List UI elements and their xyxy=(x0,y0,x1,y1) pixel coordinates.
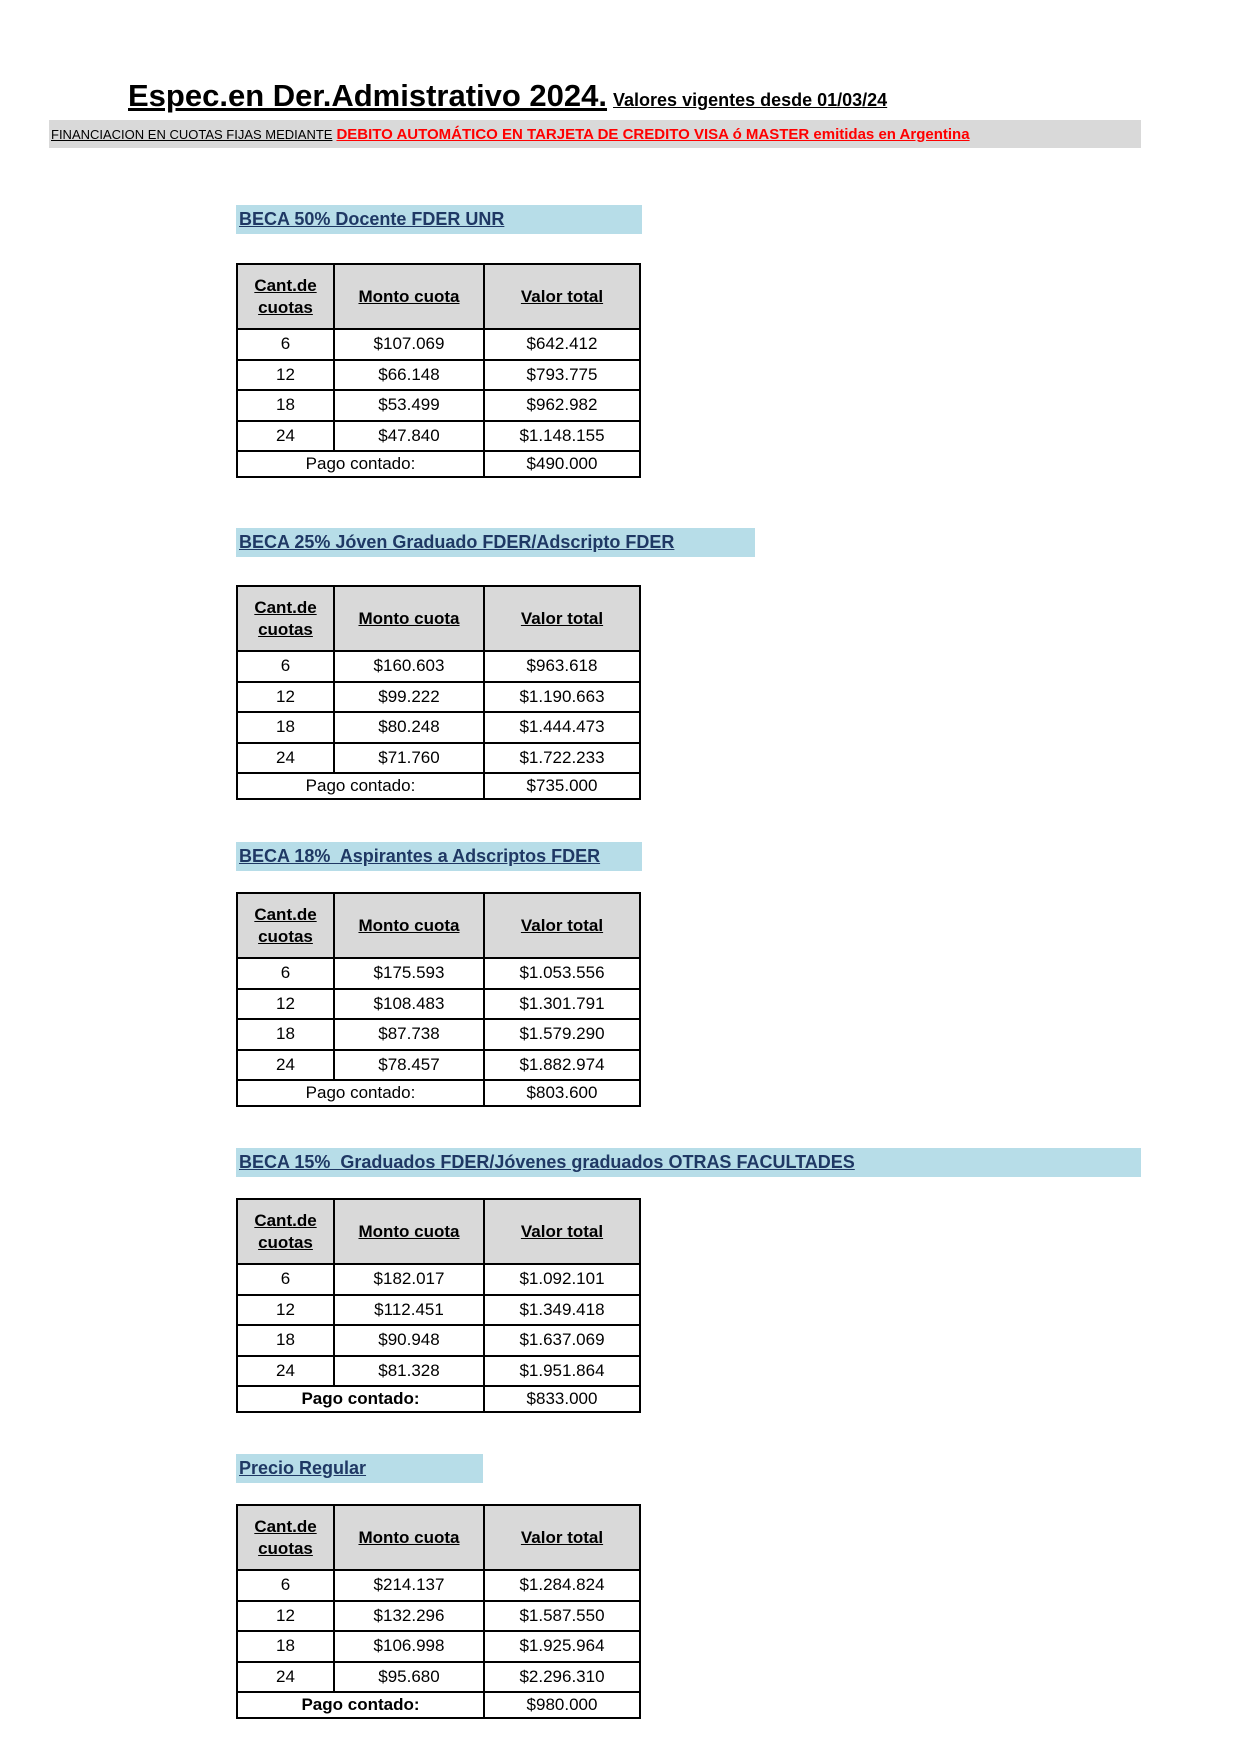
table-row xyxy=(237,1264,640,1295)
total-cell: $1.882.974 xyxy=(484,1050,640,1081)
table-header-row xyxy=(237,586,640,651)
cuotas-cell: 18 xyxy=(237,390,334,421)
fee-table xyxy=(236,263,641,478)
fee-table xyxy=(236,1504,641,1719)
col-header-monto: Monto cuota xyxy=(334,1199,484,1264)
monto-cell: $90.948 xyxy=(334,1325,484,1356)
fee-table xyxy=(236,892,641,1107)
cuotas-cell: 24 xyxy=(237,1356,334,1387)
monto-cell: $66.148 xyxy=(334,360,484,391)
table-row xyxy=(237,421,640,452)
table-row xyxy=(237,1050,640,1081)
total-cell: $1.637.069 xyxy=(484,1325,640,1356)
table-header-row xyxy=(237,893,640,958)
table-row xyxy=(237,958,640,989)
total-cell: $962.982 xyxy=(484,390,640,421)
table-row xyxy=(237,712,640,743)
table-row xyxy=(237,329,640,360)
total-cell: $1.925.964 xyxy=(484,1631,640,1662)
page-subtitle: Valores vigentes desde 01/03/24 xyxy=(613,90,888,110)
table-row xyxy=(237,1631,640,1662)
monto-cell: $214.137 xyxy=(334,1570,484,1601)
cuotas-cell: 18 xyxy=(237,1325,334,1356)
table-row xyxy=(237,1570,640,1601)
contado-label: Pago contado: xyxy=(237,773,484,799)
contado-label: Pago contado: xyxy=(237,1080,484,1106)
total-cell: $1.587.550 xyxy=(484,1601,640,1632)
col-header-valor: Valor total xyxy=(484,893,640,958)
monto-cell: $53.499 xyxy=(334,390,484,421)
total-cell: $793.775 xyxy=(484,360,640,391)
total-cell: $1.053.556 xyxy=(484,958,640,989)
section-title: BECA 25% Jóven Graduado FDER/Adscripto FDER xyxy=(236,528,755,557)
total-cell: $1.148.155 xyxy=(484,421,640,452)
contado-row xyxy=(237,1386,640,1412)
contado-label: Pago contado: xyxy=(237,1386,484,1412)
cuotas-cell: 24 xyxy=(237,1050,334,1081)
monto-cell: $78.457 xyxy=(334,1050,484,1081)
monto-cell: $71.760 xyxy=(334,743,484,774)
total-cell: $963.618 xyxy=(484,651,640,682)
table-row xyxy=(237,360,640,391)
total-cell: $1.951.864 xyxy=(484,1356,640,1387)
monto-cell: $112.451 xyxy=(334,1295,484,1326)
cuotas-cell: 18 xyxy=(237,1631,334,1662)
table-row xyxy=(237,1019,640,1050)
section-title: BECA 18% Aspirantes a Adscriptos FDER xyxy=(236,842,642,871)
monto-cell: $99.222 xyxy=(334,682,484,713)
col-header-cuotas: Cant.de cuotas xyxy=(237,1199,334,1264)
table-header-row xyxy=(237,1505,640,1570)
monto-cell: $175.593 xyxy=(334,958,484,989)
cuotas-cell: 12 xyxy=(237,989,334,1020)
page-header xyxy=(128,78,887,114)
total-cell: $1.092.101 xyxy=(484,1264,640,1295)
fee-table xyxy=(236,585,641,800)
monto-cell: $80.248 xyxy=(334,712,484,743)
monto-cell: $182.017 xyxy=(334,1264,484,1295)
total-cell: $642.412 xyxy=(484,329,640,360)
table-header-row xyxy=(237,264,640,329)
section-title: BECA 50% Docente FDER UNR xyxy=(236,205,642,234)
page-title: Espec.en Der.Admistrativo 2024. xyxy=(128,78,608,113)
cuotas-cell: 18 xyxy=(237,1019,334,1050)
table-row xyxy=(237,1295,640,1326)
cuotas-cell: 6 xyxy=(237,1264,334,1295)
col-header-cuotas: Cant.de cuotas xyxy=(237,264,334,329)
section-title: BECA 15% Graduados FDER/Jóvenes graduados OTRAS FACULTADES xyxy=(236,1148,1141,1177)
col-header-cuotas: Cant.de cuotas xyxy=(237,893,334,958)
table-row xyxy=(237,1325,640,1356)
col-header-cuotas: Cant.de cuotas xyxy=(237,586,334,651)
col-header-monto: Monto cuota xyxy=(334,264,484,329)
table-row xyxy=(237,390,640,421)
col-header-valor: Valor total xyxy=(484,1505,640,1570)
cuotas-cell: 24 xyxy=(237,1662,334,1693)
contado-label: Pago contado: xyxy=(237,451,484,477)
col-header-valor: Valor total xyxy=(484,264,640,329)
cuotas-cell: 12 xyxy=(237,682,334,713)
monto-cell: $132.296 xyxy=(334,1601,484,1632)
cuotas-cell: 6 xyxy=(237,958,334,989)
cuotas-cell: 6 xyxy=(237,1570,334,1601)
col-header-monto: Monto cuota xyxy=(334,1505,484,1570)
section-title: Precio Regular xyxy=(236,1454,483,1483)
col-header-cuotas: Cant.de cuotas xyxy=(237,1505,334,1570)
cuotas-cell: 12 xyxy=(237,1295,334,1326)
contado-row xyxy=(237,1692,640,1718)
table-row xyxy=(237,989,640,1020)
contado-row xyxy=(237,1080,640,1106)
financing-banner xyxy=(49,120,1141,148)
col-header-valor: Valor total xyxy=(484,586,640,651)
total-cell: $1.444.473 xyxy=(484,712,640,743)
financing-highlight: DEBITO AUTOMÁTICO EN TARJETA DE CREDITO VISA ó MASTER emitidas en Argentina xyxy=(336,125,970,143)
cuotas-cell: 12 xyxy=(237,360,334,391)
col-header-monto: Monto cuota xyxy=(334,586,484,651)
table-row xyxy=(237,651,640,682)
monto-cell: $107.069 xyxy=(334,329,484,360)
financing-prefix: FINANCIACION EN CUOTAS FIJAS MEDIANTE xyxy=(51,126,333,142)
table-row xyxy=(237,1356,640,1387)
contado-value: $833.000 xyxy=(484,1386,640,1412)
cuotas-cell: 18 xyxy=(237,712,334,743)
cuotas-cell: 24 xyxy=(237,743,334,774)
contado-value: $735.000 xyxy=(484,773,640,799)
total-cell: $1.349.418 xyxy=(484,1295,640,1326)
total-cell: $1.579.290 xyxy=(484,1019,640,1050)
table-row xyxy=(237,682,640,713)
monto-cell: $95.680 xyxy=(334,1662,484,1693)
contado-row xyxy=(237,451,640,477)
total-cell: $1.190.663 xyxy=(484,682,640,713)
contado-value: $980.000 xyxy=(484,1692,640,1718)
cuotas-cell: 6 xyxy=(237,329,334,360)
total-cell: $1.301.791 xyxy=(484,989,640,1020)
table-row xyxy=(237,1662,640,1693)
total-cell: $1.722.233 xyxy=(484,743,640,774)
total-cell: $2.296.310 xyxy=(484,1662,640,1693)
cuotas-cell: 24 xyxy=(237,421,334,452)
monto-cell: $47.840 xyxy=(334,421,484,452)
cuotas-cell: 12 xyxy=(237,1601,334,1632)
contado-row xyxy=(237,773,640,799)
table-row xyxy=(237,1601,640,1632)
total-cell: $1.284.824 xyxy=(484,1570,640,1601)
table-header-row xyxy=(237,1199,640,1264)
table-row xyxy=(237,743,640,774)
monto-cell: $81.328 xyxy=(334,1356,484,1387)
contado-label: Pago contado: xyxy=(237,1692,484,1718)
monto-cell: $106.998 xyxy=(334,1631,484,1662)
monto-cell: $108.483 xyxy=(334,989,484,1020)
monto-cell: $160.603 xyxy=(334,651,484,682)
contado-value: $803.600 xyxy=(484,1080,640,1106)
fee-table xyxy=(236,1198,641,1413)
contado-value: $490.000 xyxy=(484,451,640,477)
cuotas-cell: 6 xyxy=(237,651,334,682)
monto-cell: $87.738 xyxy=(334,1019,484,1050)
col-header-monto: Monto cuota xyxy=(334,893,484,958)
col-header-valor: Valor total xyxy=(484,1199,640,1264)
